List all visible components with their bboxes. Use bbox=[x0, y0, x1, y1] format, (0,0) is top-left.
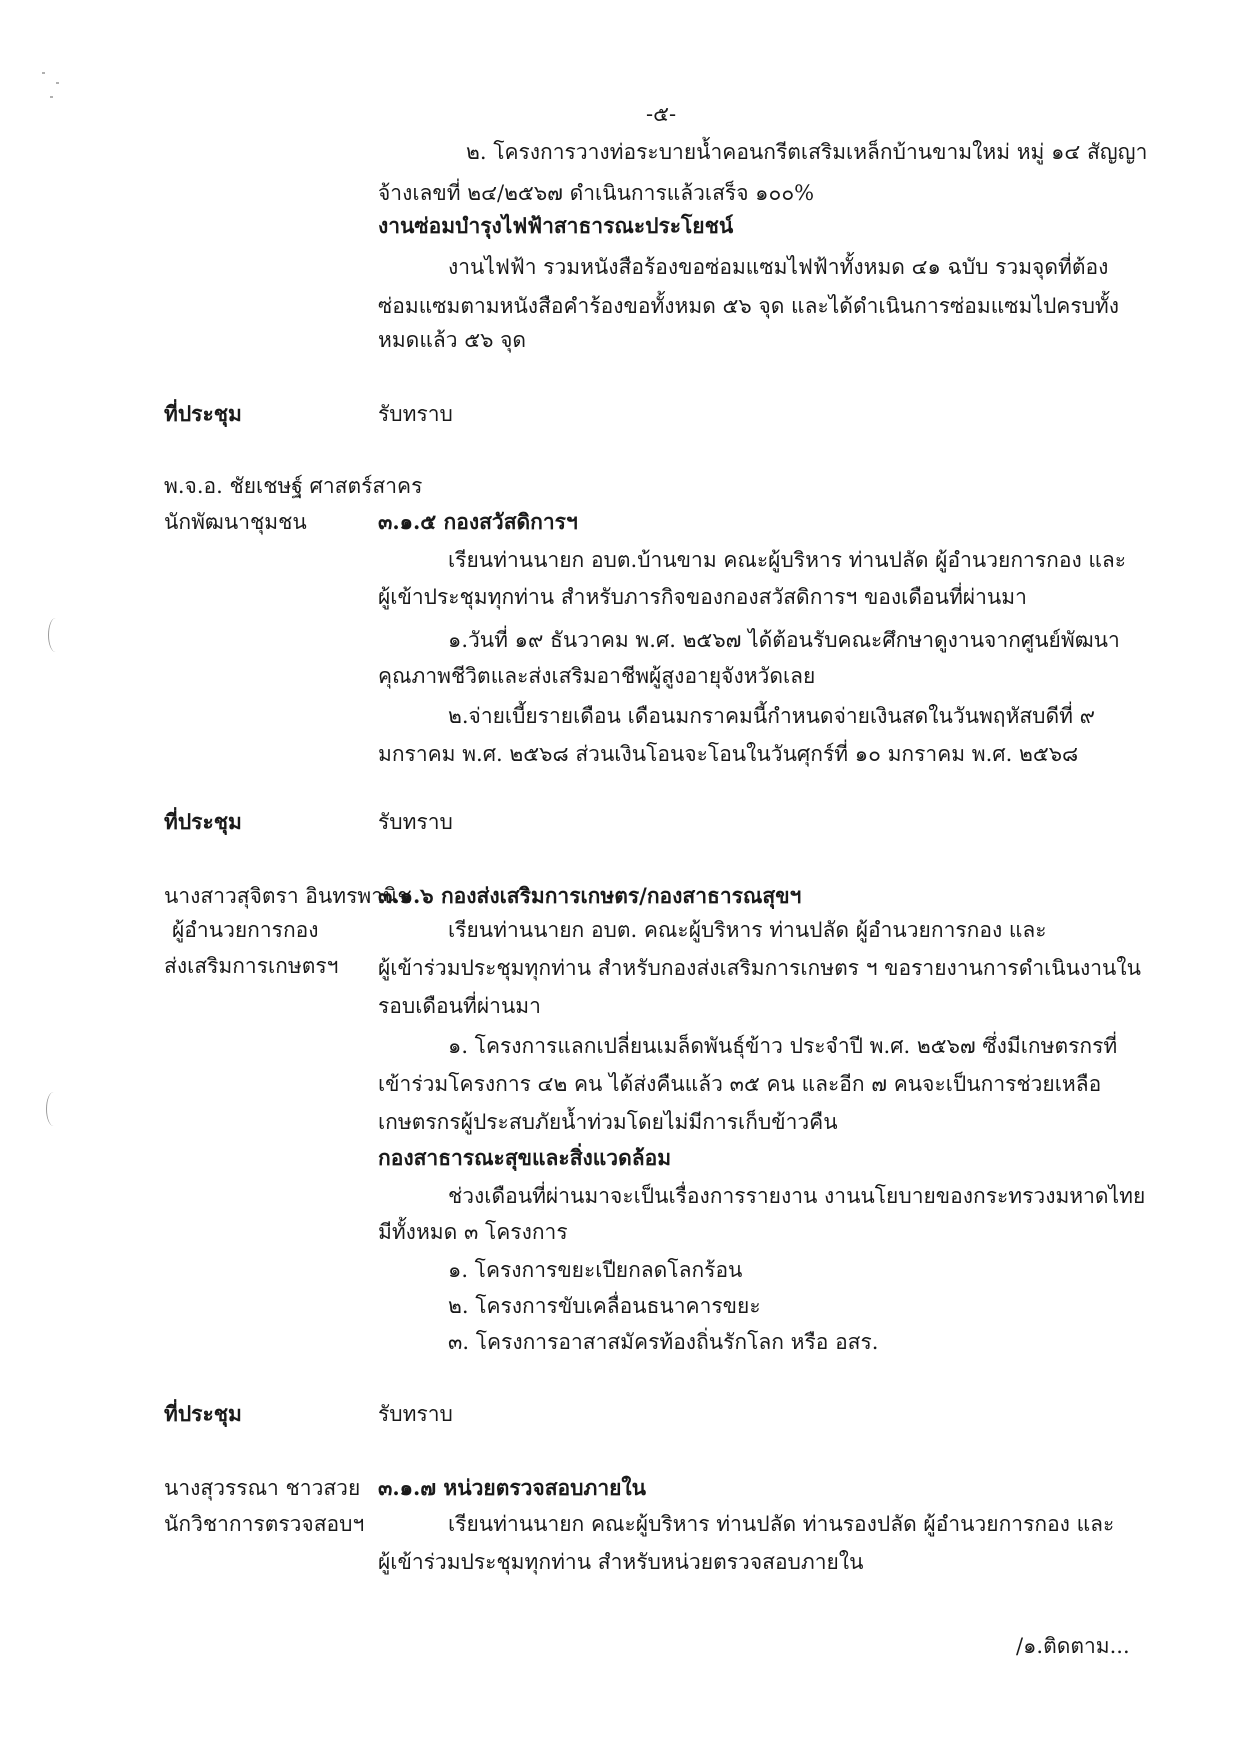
paragraph-line: คุณภาพชีวิตและส่งเสริมอาชีพผู้สูงอายุจังหวัดเลย bbox=[378, 664, 816, 688]
paragraph-line: ๑.วันที่ ๑๙ ธันวาคม พ.ศ. ๒๕๖๗ ได้ต้อนรับคณะศึกษาดูงานจากศูนย์พัฒนา bbox=[448, 628, 1120, 652]
scan-speck bbox=[42, 72, 45, 74]
speaker-role: ผู้อำนวยการกอง bbox=[172, 918, 319, 942]
paragraph-line: ผู้เข้าประชุมทุกท่าน สำหรับภารกิจของกองสวัสดิการฯ ของเดือนที่ผ่านมา bbox=[378, 585, 1027, 609]
scan-speck bbox=[50, 96, 53, 98]
speaker-name: พ.จ.อ. ชัยเชษฐ์ ศาสตร์สาคร bbox=[164, 474, 423, 498]
paragraph-line: เข้าร่วมโครงการ ๔๒ คน ได้ส่งคืนแล้ว ๓๕ คน และอีก ๗ คนจะเป็นการช่วยเหลือ bbox=[378, 1072, 1102, 1096]
paragraph-line: มีทั้งหมด ๓ โครงการ bbox=[378, 1220, 568, 1244]
speaker-role: ส่งเสริมการเกษตรฯ bbox=[164, 954, 339, 978]
sub-heading: กองสาธารณะสุขและสิ่งแวดล้อม bbox=[378, 1145, 672, 1170]
paragraph-line: ผู้เข้าร่วมประชุมทุกท่าน สำหรับหน่วยตรวจสอบภายใน bbox=[378, 1550, 864, 1574]
paragraph-line: งานไฟฟ้า รวมหนังสือร้องขอซ่อมแซมไฟฟ้าทั้งหมด ๔๑ ฉบับ รวมจุดที่ต้อง bbox=[448, 255, 1109, 279]
meeting-ack: รับทราบ bbox=[378, 1402, 453, 1426]
section-heading: งานซ่อมบำรุงไฟฟ้าสาธารณะประโยชน์ bbox=[378, 213, 734, 238]
item-2-line-2: จ้างเลขที่ ๒๔/๒๕๖๗ ดำเนินการแล้วเสร็จ ๑๐๐% bbox=[378, 181, 815, 205]
scan-speck bbox=[56, 82, 59, 84]
paragraph-line: เรียนท่านนายก อบต. คณะผู้บริหาร ท่านปลัด ผู้อำนวยการกอง และ bbox=[448, 918, 1047, 942]
meeting-ack: รับทราบ bbox=[378, 402, 453, 426]
list-item: ๒. โครงการขับเคลื่อนธนาคารขยะ bbox=[448, 1294, 761, 1318]
speaker-role: นักวิชาการตรวจสอบฯ bbox=[164, 1512, 365, 1536]
paragraph-line: หมดแล้ว ๕๖ จุด bbox=[378, 328, 527, 352]
list-item: ๑. โครงการขยะเปียกลดโลกร้อน bbox=[448, 1258, 743, 1282]
paragraph-line: รอบเดือนที่ผ่านมา bbox=[378, 994, 541, 1018]
speaker-name: นางสุวรรณา ชาวสวย bbox=[164, 1476, 361, 1500]
section-title: ๓.๑.๗ หน่วยตรวจสอบภายใน bbox=[378, 1475, 647, 1500]
continuation-text: /๑.ติดตาม... bbox=[1016, 1634, 1130, 1658]
paragraph-line: ๒.จ่ายเบี้ยรายเดือน เดือนมกราคมนี้กำหนดจ่ายเงินสดในวันพฤหัสบดีที่ ๙ bbox=[448, 704, 1096, 728]
speaker-name: นางสาวสุจิตรา อินทรพานิช bbox=[164, 884, 412, 908]
paragraph-line: ผู้เข้าร่วมประชุมทุกท่าน สำหรับกองส่งเสริมการเกษตร ฯ ขอรายงานการดำเนินงานใน bbox=[378, 956, 1142, 980]
list-item: ๓. โครงการอาสาสมัครท้องถิ่นรักโลก หรือ อสร. bbox=[448, 1330, 879, 1354]
section-title: ๓.๑.๖ กองส่งเสริมการเกษตร/กองสาธารณสุขฯ bbox=[378, 883, 802, 908]
meeting-label: ที่ประชุม bbox=[164, 401, 242, 426]
page-number: -๕- bbox=[646, 102, 677, 126]
meeting-label: ที่ประชุม bbox=[164, 809, 242, 834]
speaker-role: นักพัฒนาชุมชน bbox=[164, 510, 307, 534]
paragraph-line: ซ่อมแซมตามหนังสือคำร้องขอทั้งหมด ๕๖ จุด และได้ดำเนินการซ่อมแซมไปครบทั้ง bbox=[378, 294, 1120, 318]
paragraph-line: เรียนท่านนายก อบต.บ้านขาม คณะผู้บริหาร ท่านปลัด ผู้อำนวยการกอง และ bbox=[448, 548, 1127, 572]
meeting-label: ที่ประชุม bbox=[164, 1401, 242, 1426]
section-title: ๓.๑.๕ กองสวัสดิการฯ bbox=[378, 509, 578, 534]
paragraph-line: เรียนท่านนายก คณะผู้บริหาร ท่านปลัด ท่านรองปลัด ผู้อำนวยการกอง และ bbox=[448, 1512, 1115, 1536]
paragraph-line: ๑. โครงการแลกเปลี่ยนเมล็ดพันธุ์ข้าว ประจำปี พ.ศ. ๒๕๖๗ ซึ่งมีเกษตรกรที่ bbox=[448, 1034, 1118, 1058]
item-2-line-1: ๒. โครงการวางท่อระบายน้ำคอนกรีตเสริมเหล็กบ้านขามใหม่ หมู่ ๑๔ สัญญา bbox=[466, 140, 1148, 164]
punch-hole-mark bbox=[46, 1092, 61, 1126]
paragraph-line: เกษตรกรผู้ประสบภัยน้ำท่วมโดยไม่มีการเก็บข้าวคืน bbox=[378, 1110, 838, 1134]
paragraph-line: มกราคม พ.ศ. ๒๕๖๘ ส่วนเงินโอนจะโอนในวันศุกร์ที่ ๑๐ มกราคม พ.ศ. ๒๕๖๘ bbox=[378, 742, 1079, 766]
paragraph-line: ช่วงเดือนที่ผ่านมาจะเป็นเรื่องการรายงาน งานนโยบายของกระทรวงมหาดไทย bbox=[448, 1184, 1146, 1208]
meeting-ack: รับทราบ bbox=[378, 810, 453, 834]
punch-hole-mark bbox=[48, 618, 63, 652]
